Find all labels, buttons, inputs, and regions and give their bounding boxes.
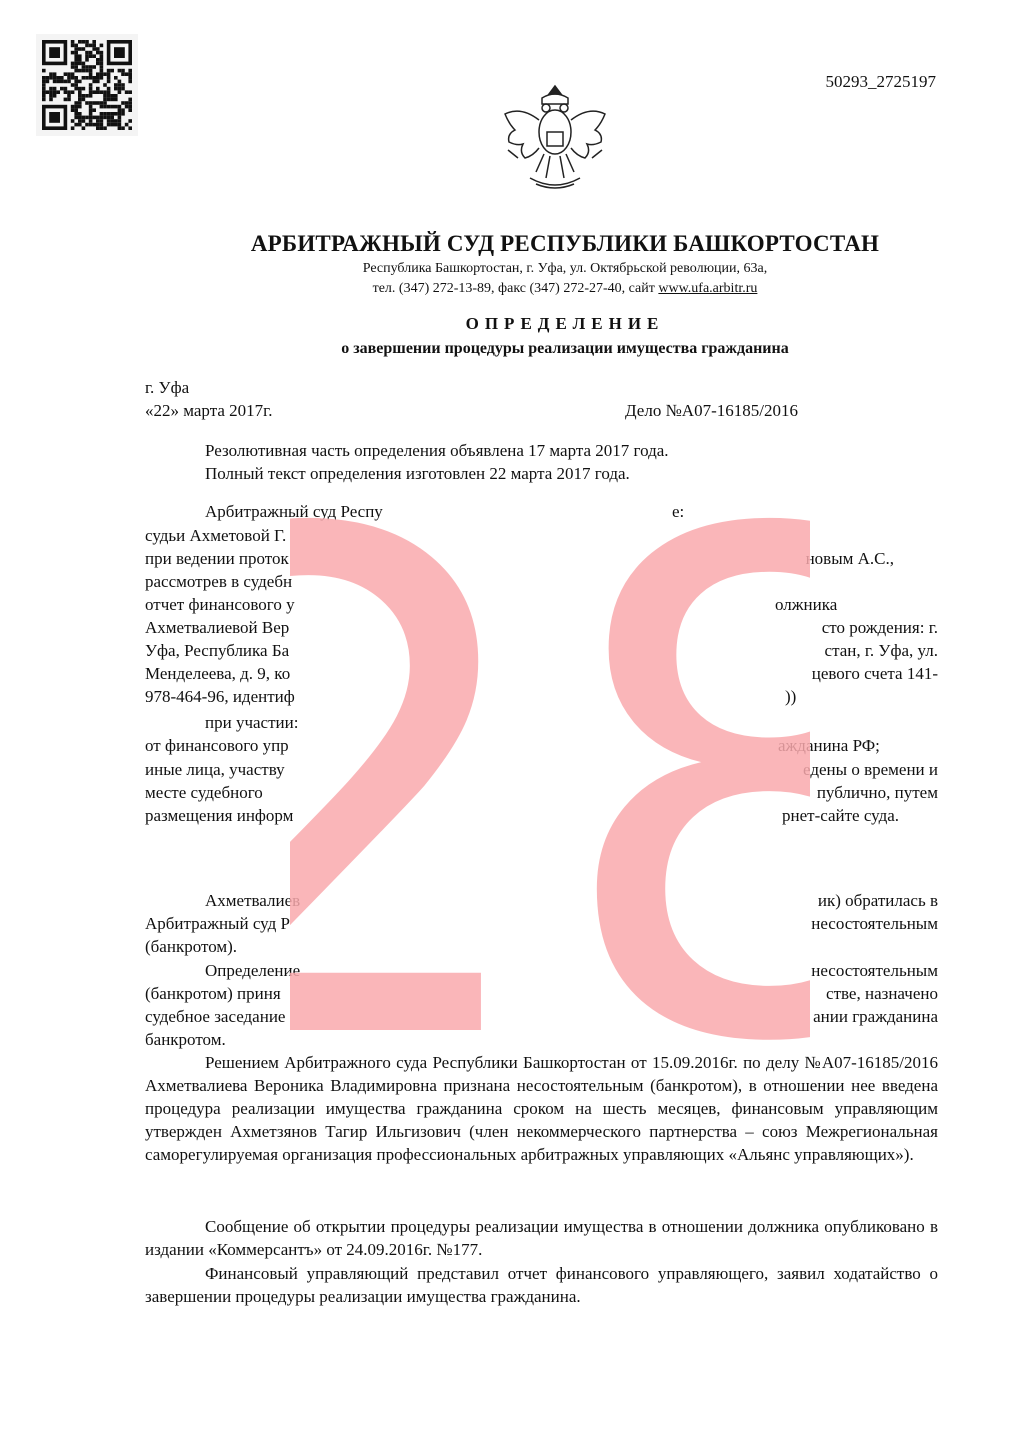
text-fragment: от финансового упр	[145, 736, 289, 755]
court-address: Республика Башкортостан, г. Уфа, ул. Октябрьской революции, 63а,	[362, 261, 768, 276]
text-fragment: цевого счета 141-	[811, 664, 938, 683]
text-fragment: стан, г. Уфа, ул.	[824, 641, 938, 660]
text-fragment: олжника	[775, 595, 838, 614]
text-fragment: судебное заседание	[145, 1007, 286, 1026]
text-fragment: ик) обратилась в	[817, 891, 938, 910]
text-fragment: е:	[672, 502, 685, 521]
document-id: 50293_2725197	[825, 72, 936, 91]
text-fragment: банкротом.	[145, 1030, 226, 1049]
court-name: АРБИТРАЖНЫЙ СУД РЕСПУБЛИКИ БАШКОРТОСТАН	[250, 231, 880, 256]
case-number: Дело №А07-16185/2016	[625, 401, 798, 420]
city: г. Уфа	[145, 378, 190, 397]
watermark-number	[290, 470, 810, 1090]
text-fragment: размещения информ	[145, 806, 294, 825]
text-fragment: месте судебного	[145, 783, 263, 802]
document-subtitle: о завершении процедуры реализации имущества гражданина	[341, 340, 789, 357]
text-fragment: судьи Ахметовой Г.	[145, 526, 287, 545]
text-fragment: ))	[785, 687, 797, 706]
text-fragment: Арбитражный суд Р	[145, 914, 290, 933]
paragraph-publication: Сообщение об открытии процедуры реализации имущества в отношении должника опубликовано в издании «Коммерсантъ» от 24.09.2016г. №177.	[145, 1217, 938, 1259]
text-fragment: публично, путем	[816, 783, 938, 802]
text-fragment: сто рождения: г.	[821, 618, 938, 637]
text-fragment: новым А.С.,	[805, 549, 894, 568]
text-fragment: едены о времени и	[803, 760, 938, 779]
site-link[interactable]: www.ufa.arbitr.ru	[658, 281, 758, 296]
text-fragment: несостоятельным	[811, 961, 938, 980]
phone-fax: тел. (347) 272-13-89, факс (347) 272-27-40, сайт	[372, 281, 659, 296]
svg-text:28: 28	[290, 470, 810, 1090]
text-fragment: стве, назначено	[826, 984, 938, 1003]
text-fragment: отчет финансового у	[145, 595, 295, 614]
text-fragment: Определение	[205, 961, 301, 980]
document-title: ОПРЕДЕЛЕНИЕ	[465, 314, 665, 333]
paragraph-report: Финансовый управляющий представил отчет финансового управляющего, заявил ходатайство о завершении процедуры реализации имущества гражданина.	[145, 1264, 938, 1306]
text-fragment: Менделеева, д. 9, ко	[145, 664, 291, 683]
text-fragment: иные лица, участву	[145, 760, 285, 779]
announced-line: Резолютивная часть определения объявлена 17 марта 2017 года.	[205, 441, 669, 460]
text-fragment: несостоятельным	[811, 914, 938, 933]
text-fragment: (банкротом) приня	[145, 984, 281, 1003]
text-fragment: при ведении проток	[145, 549, 289, 568]
text-fragment: Арбитражный суд Респу	[205, 502, 383, 521]
date: «22» марта 2017г.	[145, 401, 273, 420]
text-fragment: рнет-сайте суда.	[782, 806, 900, 825]
text-fragment: при участии:	[205, 713, 299, 732]
text-fragment: ажданина РФ;	[778, 736, 880, 755]
qr-code	[36, 34, 138, 136]
text-fragment: Ахметвалиев	[205, 891, 301, 910]
text-fragment: (банкротом).	[145, 937, 238, 956]
text-fragment: Ахметвалиевой Вер	[145, 618, 290, 637]
text-fragment: Уфа, Республика Ба	[145, 641, 290, 660]
text-fragment: 978-464-96, идентиф	[145, 687, 295, 706]
court-contacts	[0, 281, 1024, 297]
text-fragment: рассмотрев в судебн	[145, 572, 293, 591]
text-fragment: ании гражданина	[813, 1007, 938, 1026]
full-text-line: Полный текст определения изготовлен 22 марта 2017 года.	[205, 464, 630, 483]
paragraph-decision: Решением Арбитражного суда Республики Башкортостан от 15.09.2016г. по делу №А07-16185/2016 Ахметвалиева Вероника Владимировна признана несостоятельным (банкротом), в отношении нее введена процедура реализации имущества гражданина сроком на шесть месяцев, финансовым управляющим утвержден Ахметзянов Тагир Ильгизович (член некоммерческого партнерства – союз Межрегиональная саморегулируемая организация профессиональных арбитражных управляющих «Альянс управляющих»).	[145, 1053, 938, 1164]
coat-of-arms-icon	[500, 80, 610, 195]
